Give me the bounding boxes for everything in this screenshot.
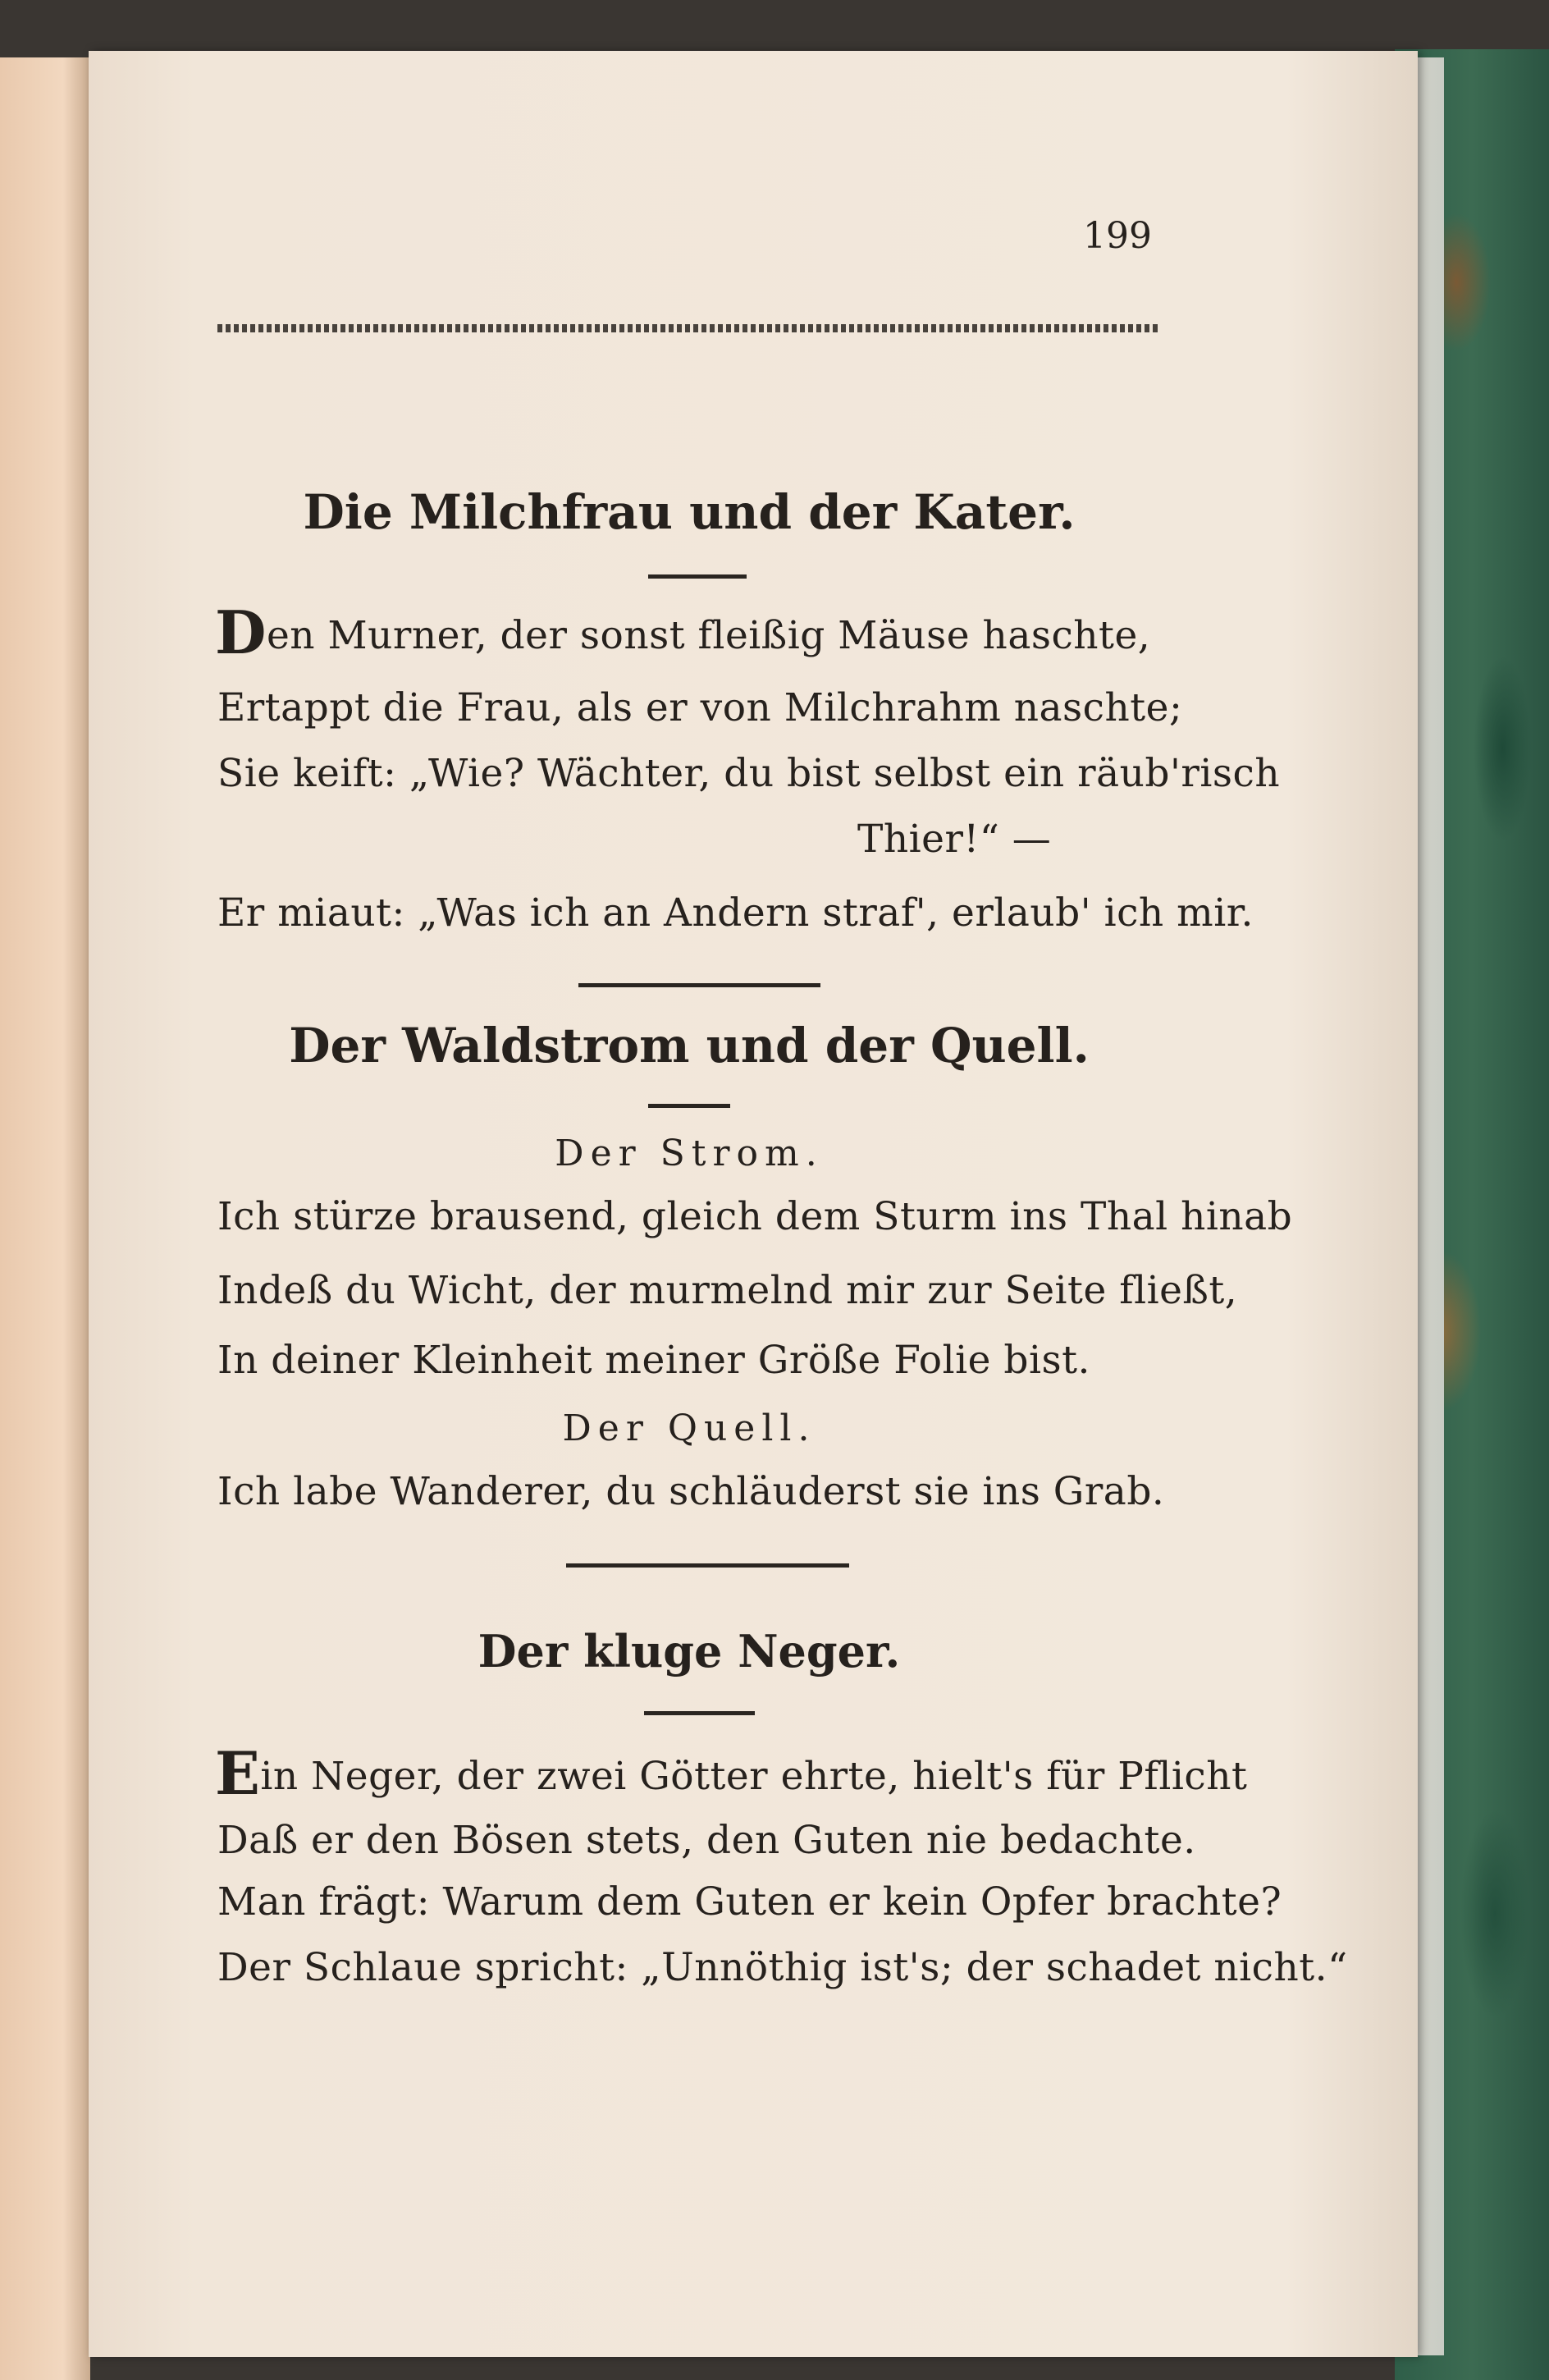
drop-cap: E xyxy=(215,1738,261,1808)
poem-line: Daß er den Bösen stets, den Guten nie bedachte. xyxy=(217,1818,1196,1863)
speaker-label: Der Strom. xyxy=(555,1133,824,1174)
header-ornament-rule xyxy=(217,324,1161,332)
section-rule xyxy=(578,983,820,987)
left-page-edge xyxy=(0,57,90,2380)
poem-line: Ertappt die Frau, als er von Milchrahm naschte; xyxy=(217,685,1183,730)
poem-line: Ich labe Wanderer, du schläuderst sie ins Grab. xyxy=(217,1469,1165,1514)
poem-title: Der kluge Neger. xyxy=(477,1625,901,1677)
title-rule xyxy=(644,1711,755,1715)
title-rule xyxy=(648,1104,730,1108)
section-rule xyxy=(566,1563,849,1568)
poem-line: Indeß du Wicht, der murmelnd mir zur Seite fließt, xyxy=(217,1268,1238,1313)
title-rule xyxy=(648,574,747,579)
poem-line: Ich stürze brausend, gleich dem Sturm ins Thal hinab xyxy=(217,1194,1293,1239)
poem-line: Sie keift: „Wie? Wächter, du bist selbst ein räub'risch xyxy=(217,751,1281,796)
poem-line: Den Murner, der sonst fleißig Mäuse haschte, xyxy=(215,597,1151,667)
poem-line: Der Schlaue spricht: „Unnöthig ist's; der schadet nicht.“ xyxy=(217,1945,1348,1990)
poem-line: Man frägt: Warum dem Guten er kein Opfer brachte? xyxy=(217,1879,1282,1925)
poem-line: In deiner Kleinheit meiner Größe Folie bist. xyxy=(217,1338,1090,1383)
drop-cap: D xyxy=(215,597,267,667)
page-number: 199 xyxy=(1083,215,1152,257)
poem-line: Thier!“ — xyxy=(857,817,1052,862)
poem-title: Der Waldstrom und der Quell. xyxy=(289,1018,1090,1073)
poem-line: Er miaut: „Was ich an Andern straf', erlaub' ich mir. xyxy=(217,890,1254,936)
poem-title: Die Milchfrau und der Kater. xyxy=(303,484,1076,540)
poem-line: Ein Neger, der zwei Götter ehrte, hielt's für Pflicht xyxy=(215,1738,1248,1808)
speaker-label: Der Quell. xyxy=(562,1407,816,1449)
